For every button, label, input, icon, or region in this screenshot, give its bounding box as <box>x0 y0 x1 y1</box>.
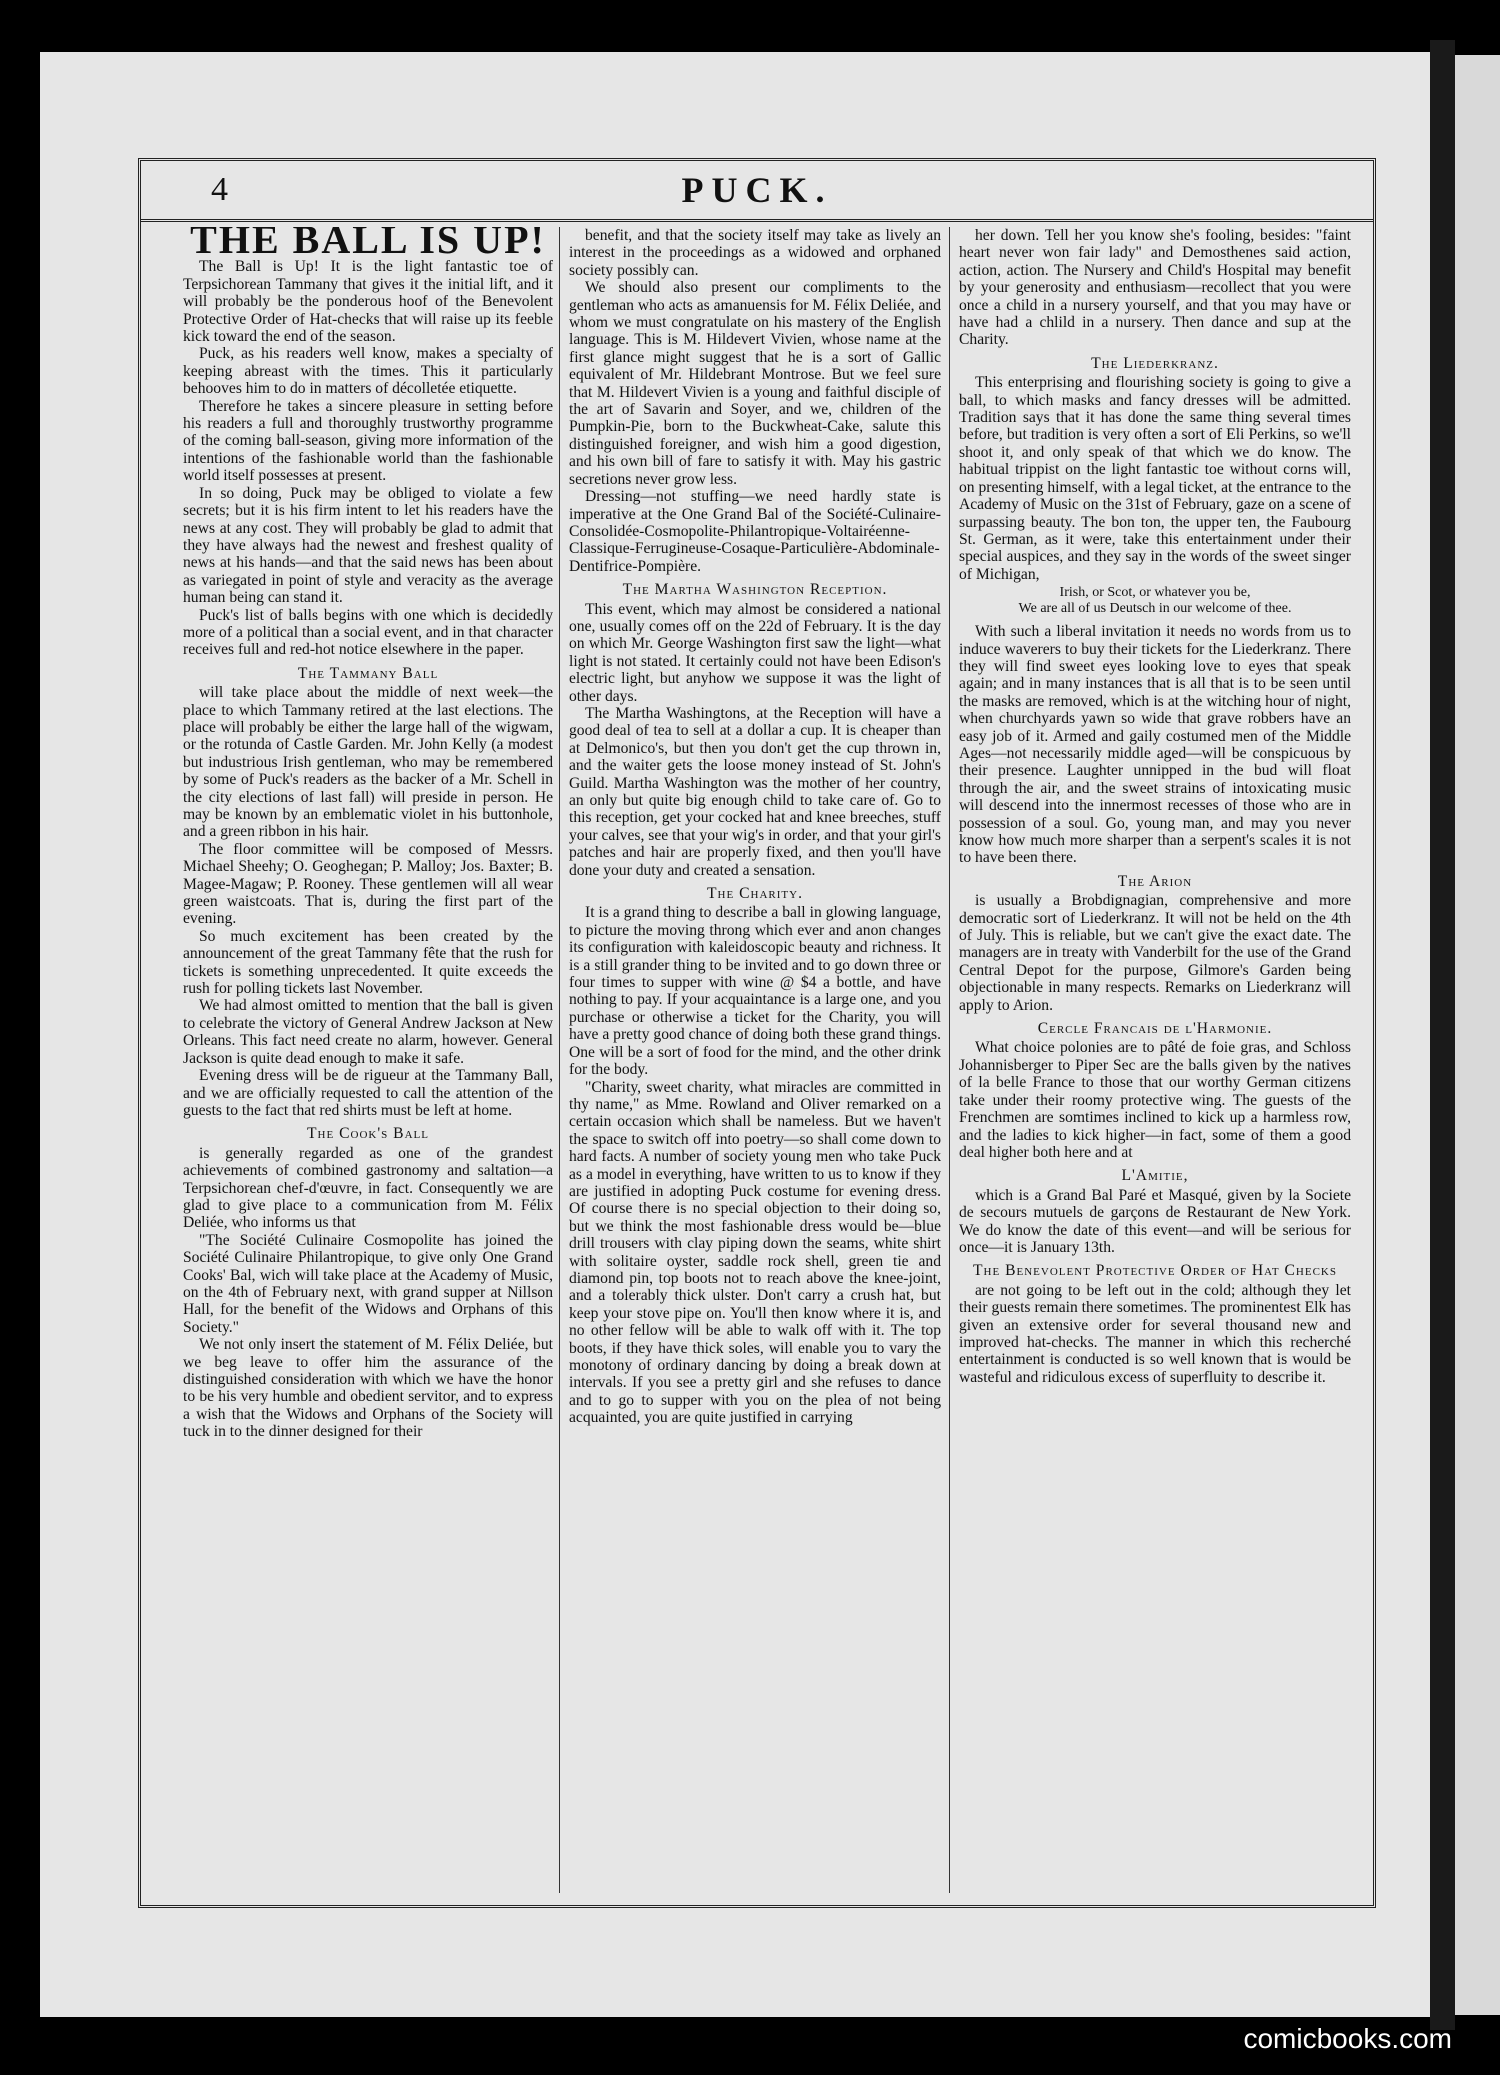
paragraph: In so doing, Puck may be obliged to violate a few secrets; but it is his firm intent to let his readers have the news at any cost. They will probably be glad to admit that they have always had the newest and freshest quality of news at his hands—and that the said news has been about as variegated in point of style and veracity as the average human being can stand it. <box>183 484 553 607</box>
paragraph: which is a Grand Bal Paré et Masqué, given by la Societe de secours mutuels de garçons de Restaurant de New York. We do know the date of this event—and will be serious for once—it is January 13th. <box>959 1186 1351 1256</box>
paragraph: is usually a Brobdignagian, comprehensive and more democratic sort of Liederkranz. It will not be held on the 4th of July. This is reliable, but we can't give the exact date. The managers are in treaty with Vanderbilt for the use of the Grand Central Depot for the purpose, Gilmore's Garden being objectionable in many respects. Remarks on Liederkranz will apply to Arion. <box>959 892 1351 1014</box>
paragraph: This event, which may almost be considered a national one, usually comes off on the 22d of February. It is the day on which Mr. George Washington first saw the light—what light is not stated. It certainly could not have been Edison's electric light, but anyhow we suppose it was the light of other days. <box>569 600 941 705</box>
verse-line: Irish, or Scot, or whatever you be, <box>1059 585 1251 601</box>
section-heading-amitie: L'Amitie, <box>1121 1167 1189 1185</box>
paragraph: her down. Tell her you know she's fooling, besides: "faint heart never won fair lady" and Demosthenes said action, action, action. The Nursery and Child's Hospital may benefit by your generosity and enthusiasm—recollect that you were once a child in a nursery yourself, and that you may have or have had a chlild in a nursery. Then dance and sup at the Charity. <box>959 227 1351 349</box>
column-3 <box>959 227 1351 1893</box>
paragraph: will take place about the middle of next week—the place to which Tammany retired at the last elections. The place will probably be either the large hall of the wigwam, or the rotunda of Castle Garden. Mr. John Kelly (a modest but industrious Irish gentleman, who may be remembered by some of Puck's readers as the backer of a Mr. Schell in the city elections of last fall) will preside in person. He may be known by an emblematic violet in his buttonhole, and a green ribbon in his hair. <box>183 684 553 841</box>
paragraph: We should also present our compliments to the gentleman who acts as amanuensis for M. Félix Deliée, and whom we must congratulate on his mastery of the English language. This is M. Hildevert Vivien, whose name at the first glance might suggest that he is a sort of Gallic equivalent of Mr. Hildebrant Montrose. But we feel sure that M. Hildevert Vivien is a young and faithful disciple of the art of Savarin and Soyer, and we, children of the Pumpkin-Pie, born to the Buckwheat-Cake, salute this distinguished foreigner, and wish him a good digestion, and his own bill of fare to satisfy it with. May his gastric secretions never grow less. <box>569 279 941 488</box>
page-header <box>141 161 1373 222</box>
paragraph: Puck's list of balls begins with one which is decidedly more of a political than a social event, and in that character receives full and red-hot notice elsewhere in the paper. <box>183 606 553 659</box>
paragraph: What choice polonies are to pâté de foie gras, and Schloss Johannisberger to Piper Sec are the balls given by the natives of la belle France to those that our worthy German citizens take under their roomy protective wing. The guests of the Frenchmen are somtimes inclined to kick up a harmless row, and the ladies to kick higher—in fact, some of them a good deal higher both here and at <box>959 1039 1351 1161</box>
column-1 <box>183 227 553 1893</box>
paragraph: are not going to be left out in the cold; although they let their guests remain there sometimes. The prominentest Elk has given an extensive order for several thousand new and improved hat-checks. The manner in which this recherché entertainment is conducted is so well known that is would be wasteful and ridiculous excess of superfluity to describe it. <box>959 1281 1351 1386</box>
binding-gutter <box>1430 40 1455 2030</box>
paragraph: We not only insert the statement of M. Félix Deliée, but we beg leave to offer him the assurance of the distinguished consideration with which we have the honor to be his very humble and obedient servitor, and to express a wish that the Widows and Orphans of the Society will tuck in to the dinner designed for their <box>183 1336 553 1441</box>
section-heading-liederkranz: The Liederkranz. <box>1091 354 1219 372</box>
paragraph: So much excitement has been created by the announcement of the great Tammany fête that the rush for tickets is something unprecedented. It quite exceeds the rush for polling tickets last November. <box>183 927 553 998</box>
paragraph: The floor committee will be composed of Messrs. Michael Sheehy; O. Geoghegan; P. Malloy; Jos. Baxter; B. Magee-Magaw; P. Rooney. These gentlemen will all wear green waistcoats. That is, during the first part of the evening. <box>183 840 553 928</box>
section-heading-cercle: Cercle Francais de l'Harmonie. <box>1037 1020 1273 1038</box>
paragraph: "The Société Culinaire Cosmopolite has joined the Société Culinaire Philantropique, to give only One Grand Cooks' Bal, wich will take place at the Academy of Music, on the 4th of February next, with grand supper at Nillson Hall, for the benefit of the Widows and Orphans of this Society." <box>183 1231 553 1336</box>
masthead: PUCK. <box>681 170 833 210</box>
paragraph: This enterprising and flourishing society is going to give a ball, to which masks and fancy dresses will be admitted. Tradition says that it has done the same thing several times before, but tradition is very often a sort of Eli Perkins, so we'll shoot it, and only speak of that which we do know. The habitual trippist on the light fantastic toe without corns will, on presenting himself, with a legal ticket, at the entrance to the Academy of Music on the 31st of February, gaze on a scene of surpassing beauty. The bon ton, the upper ten, the Faubourg St. German, as it were, take this entertainment under their special auspices, and they say in the words of the sweet singer of Michigan, <box>959 374 1351 583</box>
paragraph: Puck, as his readers well know, makes a specialty of keeping abreast with the times. This it particularly behooves him to do in matters of décolletée etiquette. <box>183 345 553 398</box>
paragraph: With such a liberal invitation it needs no words from us to induce waverers to buy their tickets for the Liederkranz. There they will find sweet eyes looking love to eyes that speak again; and in many instances that is all that is to be seen until the masks are removed, which is at the witching hour of night, when churchyards yawn so wide that grave robbers have an easy job of it. Armed and gaily costumed men of the Middle Ages—not necessarily middle aged—will be conspicuous by their presence. Laughter unnipped in the bud will float through the air, and the sweet strains of intoxicating music will descend into the innermost recesses of those who are in possession of a soul. Go, young man, and may you never know how much more sharper than a serpent's scales it is not to have been there. <box>959 623 1351 867</box>
section-heading-charity: The Charity. <box>707 885 803 903</box>
section-heading-hat-checks: The Benevolent Protective Order of Hat Checks <box>973 1262 1337 1280</box>
section-heading-tammany: The Tammany Ball <box>297 664 439 682</box>
section-heading-arion: The Arion <box>1117 872 1193 890</box>
paragraph: benefit, and that the society itself may take as lively an interest in the proceedings as a widowed and orphaned society possibly can. <box>569 227 941 279</box>
column-2 <box>569 227 941 1893</box>
paragraph: "Charity, sweet charity, what miracles are committed in thy name," as Mme. Rowland and Oliver remarked on a certain occasion which shall be nameless. But we haven't the space to switch off into poetry—so shall come down to hard facts. A number of society young men who take Puck as a model in everything, have written to us to know if they are justified in adopting Puck costume for evening dress. Of course there is no special objection to their doing so, but we think the most fashionable dress would be—blue drill trousers with clay piping down the seams, white shirt with solitaire oyster, saddle rock shell, green tie and diamond pin, top boots not to reach above the knee-joint, and a tolerably thick ulster. Don't carry a crush hat, but keep your stove pipe on. You'll then know where it is, and no other fellow will be able to walk off with it. The top boots, if they have thick soles, will enable you to vary the monotony of ordinary dancing by doing a break down at intervals. If you see a pretty girl and she refuses to dance and to go to supper with you on the plea of not being acquainted, you are quite justified in carrying <box>569 1078 941 1427</box>
page-frame <box>138 158 1376 1908</box>
article-title: THE BALL IS UP! <box>190 227 546 262</box>
paragraph: Therefore he takes a sincere pleasure in setting before his readers a full and thoroughly trustworthy programme of the coming ball-season, giving more information of the intentions of the fashionable world than the fashionable world itself possesses at present. <box>183 397 553 485</box>
watermark: comicbooks.com <box>1243 2023 1452 2054</box>
section-heading-martha: The Martha Washington Reception. <box>622 581 888 599</box>
paragraph: Dressing—not stuffing—we need hardly state is imperative at the One Grand Bal of the Société-Culinaire-Consolidée-Cosmopolite-Philantropique-Voltairéenne-Classique-Ferrugineuse-Cosaque-Particulière-Abdominale-Dentifrice-Pompière. <box>569 488 941 575</box>
paragraph: It is a grand thing to describe a ball in glowing language, to picture the moving throng which ever and anon changes its configuration with kaleidoscopic beauty and richness. It is a still grander thing to be invited and to go down three or four times to supper with wine @ $4 a bottle, and have nothing to pay. If your acquaintance is a large one, and you purchase or otherwise a ticket for the Charity, you will have a pretty good chance of doing both these grand things. One will be a sort of food for the mind, and the other drink for the body. <box>569 904 941 1079</box>
verse-line: We are all of us Deutsch in our welcome of thee. <box>1018 601 1292 617</box>
paragraph: The Ball is Up! It is the light fantastic toe of Terpsichorean Tammany that gives it the initial lift, and it will probably be the ponderous hoof of the Benevolent Protective Order of Hat-checks that will raise up its feeble kick toward the end of the season. <box>183 258 553 346</box>
paragraph: is generally regarded as one of the grandest achievements of combined gastronomy and saltation—a Terpsichorean chef-d'œuvre, in fact. Consequently we are glad to give place to a communication from M. Félix Deliée, who informs us that <box>183 1144 553 1232</box>
article-columns <box>141 227 1373 1893</box>
page-number: 4 <box>211 171 228 208</box>
section-heading-cooks: The Cook's Ball <box>307 1125 429 1143</box>
paragraph: Evening dress will be de rigueur at the Tammany Ball, and we are officially requested to call the attention of the guests to the fact that red shirts must be left at home. <box>183 1067 553 1119</box>
next-page-edge <box>1455 55 1500 2015</box>
paragraph: We had almost omitted to mention that the ball is given to celebrate the victory of General Andrew Jackson at New Orleans. This fact need create no alarm, however. General Jackson is quite dead enough to make it safe. <box>183 997 553 1067</box>
paragraph: The Martha Washingtons, at the Reception will have a good deal of tea to sell at a dollar a cup. It is cheaper than at Delmonico's, but then you don't get the cup thrown in, and the waiter gets the loose money instead of St. John's Guild. Martha Washington was the mother of her country, an only but quite big enough child to take care of. Go to this reception, get your cocked hat and knee breeches, stuff your calves, see that your wig's in order, and that your girl's patches and hair are properly fixed, and then you'll have done your duty and created a sensation. <box>569 704 941 879</box>
verse-quote <box>959 585 1351 617</box>
